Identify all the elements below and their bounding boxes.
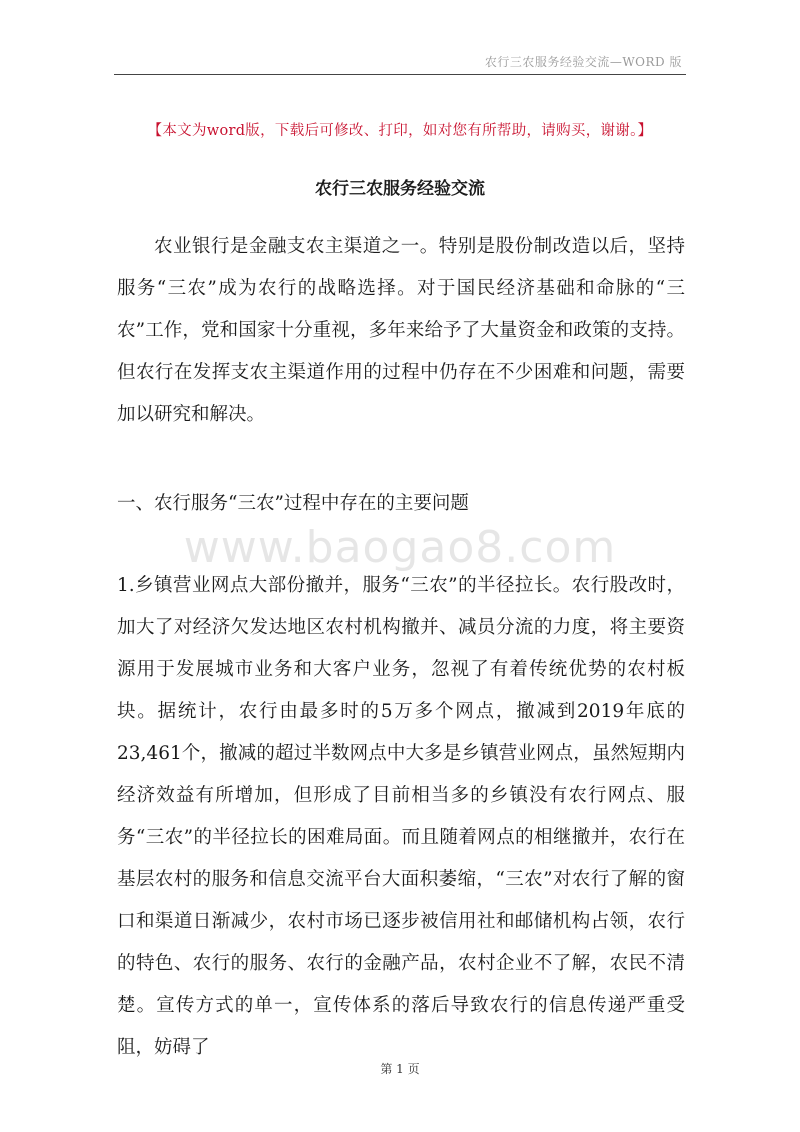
section-heading: 一、农行服务“三农”过程中存在的主要问题	[117, 493, 469, 514]
download-notice: 【本文为word版，下载后可修改、打印，如对您有所帮助，请购买，谢谢。】	[147, 123, 653, 139]
page-number: 第 1 页	[380, 1062, 420, 1076]
running-header: 农行三农服务经验交流—WORD 版	[484, 55, 682, 69]
document-title: 农行三农服务经验交流	[315, 179, 485, 199]
header-rule	[114, 74, 686, 75]
paragraph-intro: 农业银行是金融支农主渠道之一。特别是股份制改造以后，坚持服务“三农”成为农行的战略选择。对于国民经济基础和命脉的“三农”工作，党和国家十分重视，多年来给予了大量资金和政策的支持。但农行在发挥支农主渠道作用的过程中仍存在不少困难和问题，需要加以研究和解决。	[117, 236, 685, 425]
paragraph-point-1: 1.乡镇营业网点大部份撤并，服务“三农”的半径拉长。农行股改时，加大了对经济欠发达地区农村机构撤并、减员分流的力度，将主要资源用于发展城市业务和大客户业务，忽视了有着传统优势的农村板块。据统计，农行由最多时的5万多个网点，撤减到2019年底的23,461个，撤减的超过半数网点中大多是乡镇营业网点，虽然短期内经济效益有所增加，但形成了目前相当多的乡镇没有农行网点、服务“三农”的半径拉长的困难局面。而且随着网点的相继撤并，农行在基层农村的服务和信息交流平台大面积萎缩，“三农”对农行了解的窗口和渠道日渐减少，农村市场已逐步被信用社和邮储机构占领，农行的特色、农行的服务、农行的金融产品，农村企业不了解，农民不清楚。宣传方式的单一，宣传体系的落后导致农行的信息传递严重受阻，妨碍了	[117, 575, 685, 1058]
watermark-text: www.baogao8.com	[183, 522, 617, 573]
